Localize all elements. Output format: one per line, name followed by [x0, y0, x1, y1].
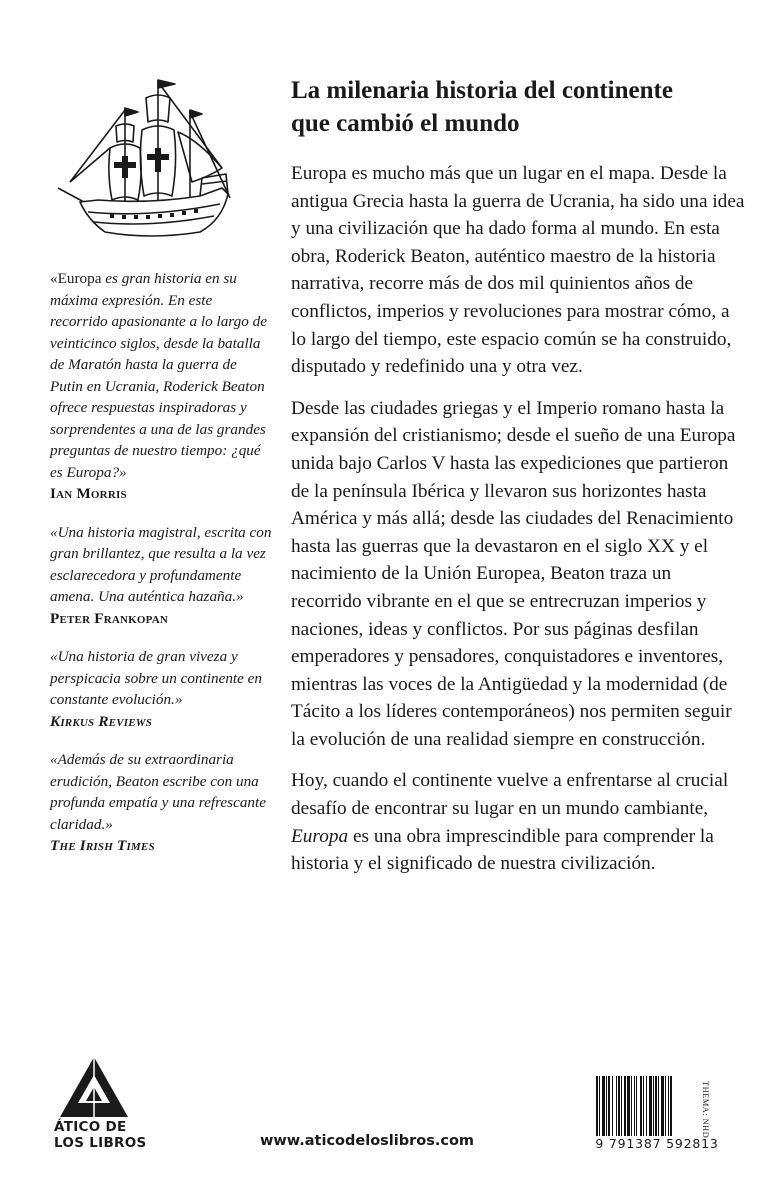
barcode-bar — [596, 1076, 598, 1138]
barcode-bar — [599, 1076, 600, 1138]
endorsement-quotes — [50, 268, 272, 874]
quote-text: «Una historia de gran viveza y perspicacia sobre un continente en constante evolución.» — [50, 648, 263, 708]
book-title-italic: Europa — [291, 825, 349, 847]
quote-book-title: Europa — [57, 270, 102, 287]
quote-irish-times — [50, 749, 272, 857]
quote-text: «Además de su extraordinaria erudición, Beaton escribe con una profunda empatía y una refrescante claridad.» — [50, 751, 266, 833]
quote-open-mark: « — [50, 270, 58, 287]
quote-text: es gran historia en su máxima expresión. En este recorrido apasionante a lo largo de veinticinco siglos, desde la batalla de Maratón hasta la guerra de Putin en Ucrania, Roderick Beaton ofrece respuestas inspiradoras y sorprendentes a una de las grandes preguntas de nuestro tiempo: ¿qué es Europa?» — [50, 270, 267, 481]
synopsis — [291, 74, 746, 892]
quote-peter-frankopan — [50, 522, 272, 630]
quote-kirkus-reviews — [50, 646, 272, 732]
thema-code: THEMA: NHD — [701, 1081, 711, 1139]
quote-text: «Una historia magistral, escrita con gran brillantez, que resulta a la vez esclarecedora y profundamente amena. Una auténtica hazaña.» — [50, 523, 272, 605]
quote-ian-morris — [50, 268, 272, 505]
barcode-bar — [665, 1076, 666, 1138]
barcode-bar — [658, 1076, 659, 1138]
barcode-bar — [636, 1076, 637, 1138]
barcode-bar — [646, 1076, 647, 1138]
synopsis-paragraph-1: Europa es mucho más que un lugar en el mapa. Desde la antigua Grecia hasta la guerra de Ucrania, ha sido una idea y una civilización que ha dado forma al mundo. En esta obra, Roderick Beaton, auténtico maestro de la historia narrativa, recorre más de dos mil quinientos años de conflictos, imperios y revoluciones para mostrar cómo, a lo largo del tiempo, este espacio común se ha construido, disputado y redefinido una y otra vez. — [291, 163, 745, 378]
synopsis-paragraph-2: Desde las ciudades griegas y el Imperio romano hasta la expansión del cristianismo; desde el sueño de una Europa unida bajo Carlos V hasta las expediciones que partieron de la península Ibérica y llevaron sus horizontes hasta América y más allá; desde las ciudades del Renacimiento hasta las guerras que la devastaron en el siglo XX y el nacimiento de la Unión Europea, Beaton traza un recorrido vibrante en el que se entrecruzan imperios y naciones, ideas y conflictos. Por sus páginas desfilan emperadores y pensadores, conquistadores e inventores, mientras las voces de la Antigüedad y la modernidad (de Tácito a los líderes contemporáneos) nos permiten seguir la evolución de una realidad siempre en construcción. — [291, 397, 736, 750]
quote-author: Ian Morris — [50, 485, 127, 502]
synopsis-title — [291, 74, 746, 140]
barcode-bar — [649, 1076, 652, 1138]
paragraph-text: Hoy, cuando el continente vuelve a enfrentarse al crucial desafío de encontrar su lugar en un mundo cambiante, — [291, 770, 729, 820]
synopsis-paragraph-3 — [291, 767, 746, 877]
barcode-bar — [653, 1076, 654, 1138]
barcode-bar — [631, 1076, 632, 1138]
title-line-1: La milenaria historia del continente — [291, 77, 673, 104]
caravel-ship-icon — [50, 70, 240, 245]
barcode-bar — [612, 1076, 613, 1138]
quote-author: The Irish Times — [50, 837, 155, 854]
quote-author: Kirkus Reviews — [50, 712, 153, 730]
barcode-bar — [616, 1076, 617, 1138]
publisher-logo — [54, 1055, 154, 1151]
title-line-2: que cambió el mundo — [291, 110, 520, 137]
barcode-bar — [621, 1076, 622, 1138]
barcode-bar — [627, 1076, 630, 1138]
barcode-bar — [606, 1076, 607, 1138]
triangle-logo-icon — [58, 1055, 130, 1119]
quote-author: Peter Frankopan — [50, 609, 169, 627]
barcode-bar — [608, 1076, 610, 1138]
barcode-bar — [643, 1076, 644, 1138]
barcode-bar — [640, 1076, 642, 1138]
publisher-website: www.aticodeloslibros.com — [260, 1133, 475, 1149]
barcode-bar — [668, 1076, 669, 1138]
publisher-name-line-2: LOS LIBROS — [54, 1135, 147, 1151]
publisher-name-line-1: ÁTICO DE — [54, 1119, 127, 1135]
paragraph-text: es una obra imprescindible para comprender la historia y el significado de nuestra civilización. — [291, 825, 714, 875]
barcode-bar — [602, 1076, 605, 1138]
barcode-bar — [661, 1076, 664, 1138]
barcode-bar — [634, 1076, 635, 1138]
barcode-bar — [618, 1076, 620, 1138]
barcode-bar — [670, 1076, 672, 1138]
barcode-number: 9 791387 592813 — [595, 1136, 719, 1151]
barcode-bar — [655, 1076, 657, 1138]
barcode-bar — [624, 1076, 626, 1138]
